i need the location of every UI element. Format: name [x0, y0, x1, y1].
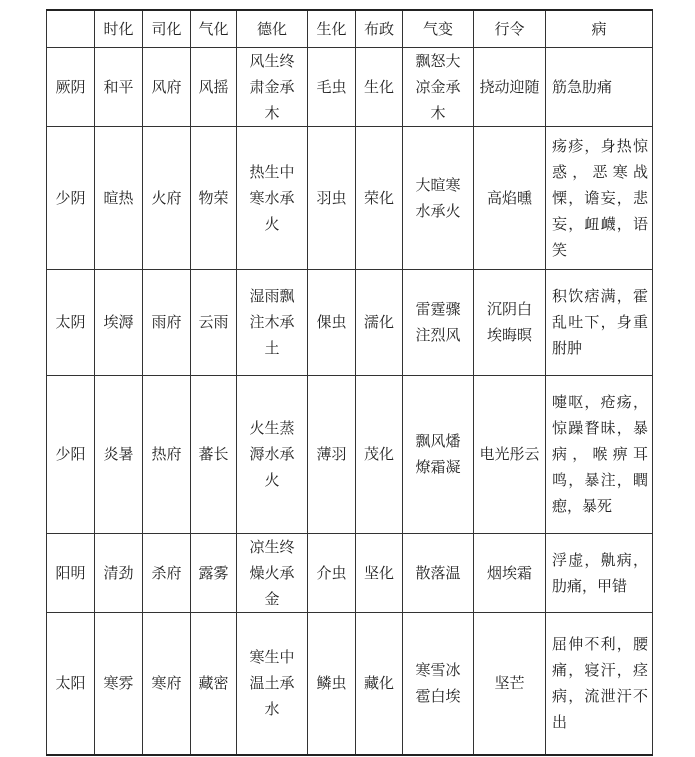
shenghua-cell: 羽虫: [308, 126, 356, 269]
dehua-cell: 风生终肃金承木: [237, 47, 308, 126]
shihua-cell: 寒雰: [95, 612, 143, 755]
shenghua-cell: 毛虫: [308, 47, 356, 126]
sihua-cell: 热府: [143, 375, 191, 533]
row-name-cell: 太阳: [47, 612, 95, 755]
shihua-cell: 清劲: [95, 533, 143, 612]
shihua-cell: 埃溽: [95, 269, 143, 375]
dehua-cell: 热生中寒水承火: [237, 126, 308, 269]
dehua-cell: 湿雨飘注木承土: [237, 269, 308, 375]
xingling-cell: 烟埃霜: [474, 533, 546, 612]
bing-cell: 浮虚，鼽病，肋痛，甲错: [546, 533, 653, 612]
bing-cell: 积饮痞满，霍乱吐下，身重胕肿: [546, 269, 653, 375]
header-cell-buzheng: 布政: [356, 10, 403, 47]
header-cell-qibian: 气变: [403, 10, 474, 47]
header-cell-sihua: 司化: [143, 10, 191, 47]
table-row: [47, 47, 653, 126]
qihua-cell: 云雨: [191, 269, 237, 375]
shenghua-cell: 倮虫: [308, 269, 356, 375]
shenghua-cell: 薄羽: [308, 375, 356, 533]
buzheng-cell: 坚化: [356, 533, 403, 612]
sihua-cell: 杀府: [143, 533, 191, 612]
qibian-cell: 寒雪冰雹白埃: [403, 612, 474, 755]
row-name-cell: 太阴: [47, 269, 95, 375]
shihua-cell: 暄热: [95, 126, 143, 269]
sihua-cell: 火府: [143, 126, 191, 269]
bing-cell: 筋急肋痛: [546, 47, 653, 126]
shihua-cell: 炎暑: [95, 375, 143, 533]
qihua-cell: 露雾: [191, 533, 237, 612]
xingling-cell: 电光彤云: [474, 375, 546, 533]
qihua-cell: 蕃长: [191, 375, 237, 533]
header-cell-qihua: 气化: [191, 10, 237, 47]
buzheng-cell: 藏化: [356, 612, 403, 755]
header-cell-dehua: 德化: [237, 10, 308, 47]
buzheng-cell: 荣化: [356, 126, 403, 269]
row-name-cell: 阳明: [47, 533, 95, 612]
buzheng-cell: 濡化: [356, 269, 403, 375]
buzheng-cell: 生化: [356, 47, 403, 126]
bing-cell: 疡疹，身热惊惑，恶寒战慄，谵妄，悲妄，衄衊，语笑: [546, 126, 653, 269]
header-cell-blank: [47, 10, 95, 47]
shihua-cell: 和平: [95, 47, 143, 126]
sihua-cell: 风府: [143, 47, 191, 126]
qibian-cell: 飘风燔燎霜凝: [403, 375, 474, 533]
qibian-cell: 雷霆骤注烈风: [403, 269, 474, 375]
xingling-cell: 坚芒: [474, 612, 546, 755]
table-row: [47, 533, 653, 612]
table-row: [47, 612, 653, 755]
table-row: [47, 269, 653, 375]
row-name-cell: 厥阴: [47, 47, 95, 126]
row-name-cell: 少阴: [47, 126, 95, 269]
qibian-cell: 大暄寒水承火: [403, 126, 474, 269]
qihua-cell: 物荣: [191, 126, 237, 269]
qihua-cell: 藏密: [191, 612, 237, 755]
header-cell-xingling: 行令: [474, 10, 546, 47]
xingling-cell: 高焰曛: [474, 126, 546, 269]
header-row: [47, 10, 653, 47]
dehua-cell: 寒生中温土承水: [237, 612, 308, 755]
bing-cell: 嚏呕，疮疡，惊躁瞀昧，暴病，喉痹耳鸣，暴注，瞤瘛，暴死: [546, 375, 653, 533]
qibian-cell: 飘怒大凉金承木: [403, 47, 474, 126]
dehua-cell: 凉生终燥火承金: [237, 533, 308, 612]
qibian-cell: 散落温: [403, 533, 474, 612]
row-name-cell: 少阳: [47, 375, 95, 533]
qihua-cell: 风摇: [191, 47, 237, 126]
xingling-cell: 挠动迎随: [474, 47, 546, 126]
sihua-cell: 雨府: [143, 269, 191, 375]
xingling-cell: 沉阴白埃晦暝: [474, 269, 546, 375]
table-row: [47, 126, 653, 269]
sihua-cell: 寒府: [143, 612, 191, 755]
header-cell-bing: 病: [546, 10, 653, 47]
shenghua-cell: 介虫: [308, 533, 356, 612]
header-cell-shenghua: 生化: [308, 10, 356, 47]
liuqi-table: [46, 9, 653, 756]
dehua-cell: 火生蒸溽水承火: [237, 375, 308, 533]
header-cell-shihua: 时化: [95, 10, 143, 47]
table-row: [47, 375, 653, 533]
shenghua-cell: 鳞虫: [308, 612, 356, 755]
bing-cell: 屈伸不利，腰痛，寝汗，痉病，流泄汗不出: [546, 612, 653, 755]
buzheng-cell: 茂化: [356, 375, 403, 533]
